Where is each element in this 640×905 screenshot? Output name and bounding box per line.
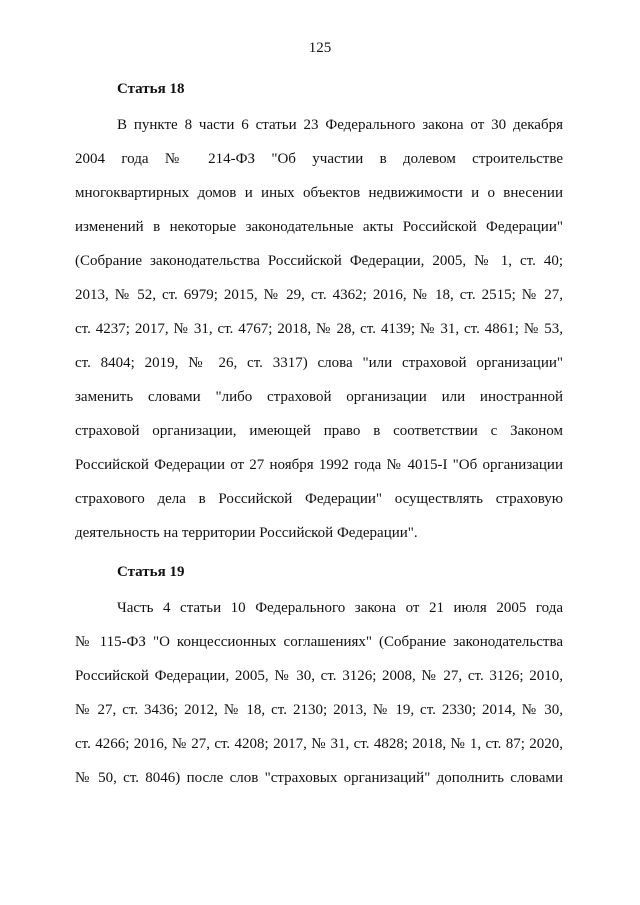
paragraph-line: (Собрание законодательства Российской Федерации, 2005, № 1, ст. 40; [75,253,563,269]
page-number: 125 [308,40,332,56]
paragraph-line: № 115-ФЗ "О концессионных соглашениях" (Собрание законодательства [75,634,563,650]
paragraph-line: деятельность на территории Российской Федерации". [75,525,418,541]
article-19-heading: Статья 19 [117,564,185,580]
paragraph-line: ст. 4237; 2017, № 31, ст. 4767; 2018, № 28, ст. 4139; № 31, ст. 4861; № 53, [75,321,563,337]
paragraph-line: ст. 4266; 2016, № 27, ст. 4208; 2017, № 31, ст. 4828; 2018, № 1, ст. 87; 2020, [75,736,563,752]
paragraph-line: В пункте 8 части 6 статьи 23 Федерального закона от 30 декабря [117,117,563,133]
article-18-heading: Статья 18 [117,81,185,97]
paragraph-line: Российской Федерации от 27 ноября 1992 года № 4015-I "Об организации [75,457,563,473]
paragraph-line: Часть 4 статьи 10 Федерального закона от 21 июля 2005 года [117,600,563,616]
paragraph-line: № 50, ст. 8046) после слов "страховых организаций" дополнить словами [75,770,563,786]
paragraph-line: 2013, № 52, ст. 6979; 2015, № 29, ст. 4362; 2016, № 18, ст. 2515; № 27, [75,287,563,303]
paragraph-line: ст. 8404; 2019, № 26, ст. 3317) слова "или страховой организации" [75,355,563,371]
paragraph-line: Российской Федерации, 2005, № 30, ст. 3126; 2008, № 27, ст. 3126; 2010, [75,668,563,684]
paragraph-line: заменить словами "либо страховой организации или иностранной [75,389,563,405]
paragraph-line: № 27, ст. 3436; 2012, № 18, ст. 2130; 2013, № 19, ст. 2330; 2014, № 30, [75,702,563,718]
paragraph-line: страховой организации, имеющей право в соответствии с Законом [75,423,563,439]
paragraph-line: изменений в некоторые законодательные акты Российской Федерации" [75,219,563,235]
paragraph-line: страхового дела в Российской Федерации" осуществлять страховую [75,491,563,507]
paragraph-line: многоквартирных домов и иных объектов недвижимости и о внесении [75,185,563,201]
paragraph-line: 2004 года № 214-ФЗ "Об участии в долевом строительстве [75,151,563,167]
